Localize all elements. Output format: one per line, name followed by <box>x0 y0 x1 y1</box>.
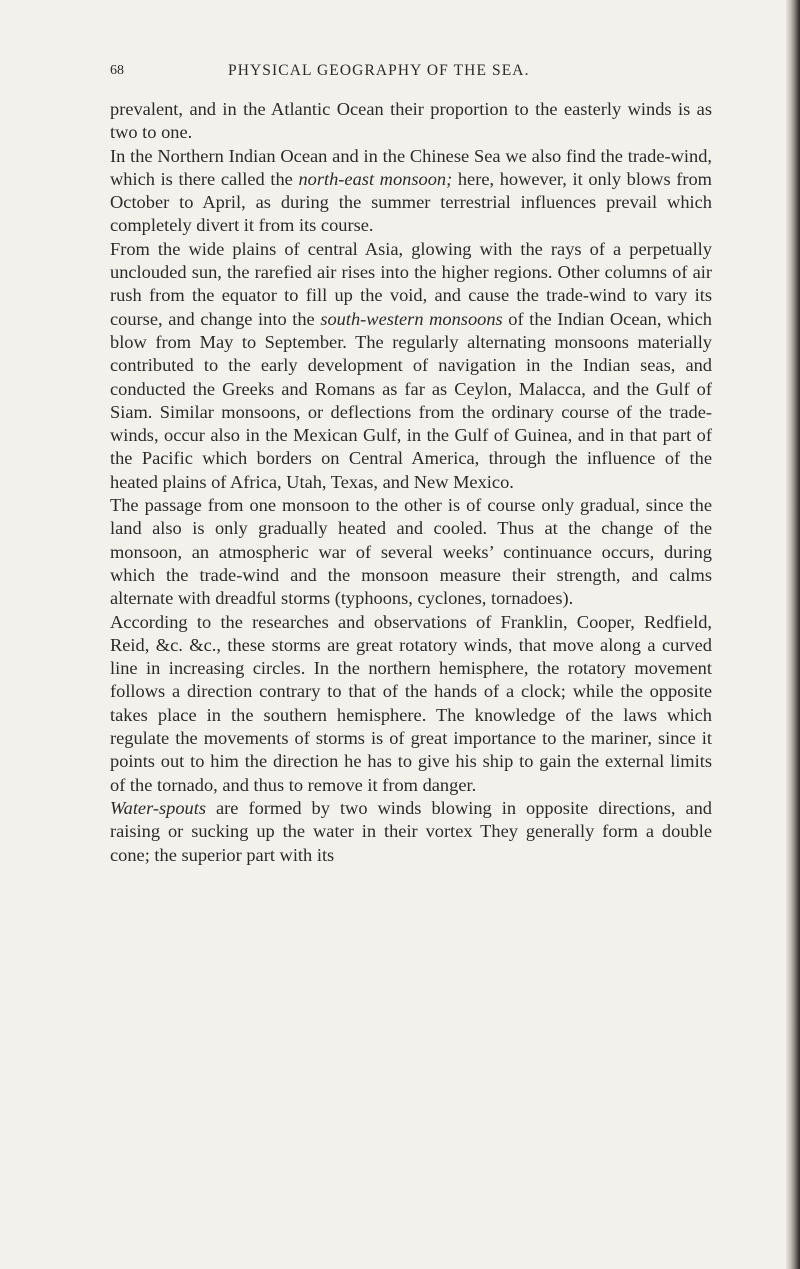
paragraph-2-italic: north-east monsoon; <box>298 168 453 189</box>
paragraph-3-text-a: From the wide plains of central Asia, glowing with the rays of a perpetually unclouded sun, the rarefied air rises into the higher regions. Other columns of air rush from the equator to fill up the void, and cause the trade-wind to vary its course, and change into the <box>110 238 712 329</box>
paragraph-3-italic: south-western monsoons <box>320 308 503 329</box>
paragraph-3 <box>110 238 712 494</box>
body-text <box>110 98 712 867</box>
paragraph-5-text: According to the researches and observations of Franklin, Cooper, Redfield, Reid, &c. &c., these storms are great rotatory winds, that move along a curved line in increasing circles. In the northern hemisphere, the rotatory movement follows a direction contrary to that of the hands of a clock; while the opposite takes place in the southern hemisphere. The knowledge of the laws which regulate the movements of storms is of great importance to the mariner, since it points out to him the direction he has to give his ship to gain the external limits of the tornado, and thus to remove it from danger. <box>110 611 712 795</box>
page-spine-edge <box>786 0 800 1269</box>
paragraph-4-text: The passage from one monsoon to the other is of course only gradual, since the land also is only gradually heated and cooled. Thus at the change of the monsoon, an atmospheric war of several weeks’ continuance occurs, during which the trade-wind and the monsoon measure their strength, and calms alternate with dreadful storms (typhoons, cyclones, tornadoes). <box>110 495 712 609</box>
page-number: 68 <box>110 63 124 78</box>
paragraph-4 <box>110 494 712 610</box>
paragraph-2-text-b: here, however, it only blows from October to April, as during the summer terrestrial influences prevail which completely divert it from its course. <box>110 168 712 236</box>
paragraph-1-text: prevalent, and in the Atlantic Ocean their proportion to the easterly winds is as two to one. <box>110 99 712 143</box>
paragraph-3-text-b: of the Indian Ocean, which blow from May to September. The regularly alternating monsoons materially contributed to the early development of navigation in the Indian seas, and conducted the Greeks and Romans as far as Ceylon, Malacca, and the Gulf of Siam. Similar monsoons, or deflections from the ordinary course of the trade-winds, occur also in the Mexican Gulf, in the Gulf of Guinea, and in that part of the Pacific which borders on Central America, through the influence of the heated plains of Africa, Utah, Texas, and New Mexico. <box>110 308 713 492</box>
paragraph-6-text: are formed by two winds blowing in opposite directions, and raising or sucking up the water in their vortex They generally form a double cone; the superior part with its <box>110 797 712 865</box>
paragraph-2-text-a: In the Northern Indian Ocean and in the Chinese Sea we also find the trade-wind, which is there called the <box>110 145 712 189</box>
paragraph-1 <box>110 98 712 145</box>
paragraph-6-italic: Water-spouts <box>110 797 207 818</box>
page-header <box>0 60 800 88</box>
paragraph-6 <box>110 797 712 867</box>
paragraph-5 <box>110 611 712 797</box>
running-head: PHYSICAL GEOGRAPHY OF THE SEA. <box>228 62 530 79</box>
paragraph-2 <box>110 145 712 238</box>
